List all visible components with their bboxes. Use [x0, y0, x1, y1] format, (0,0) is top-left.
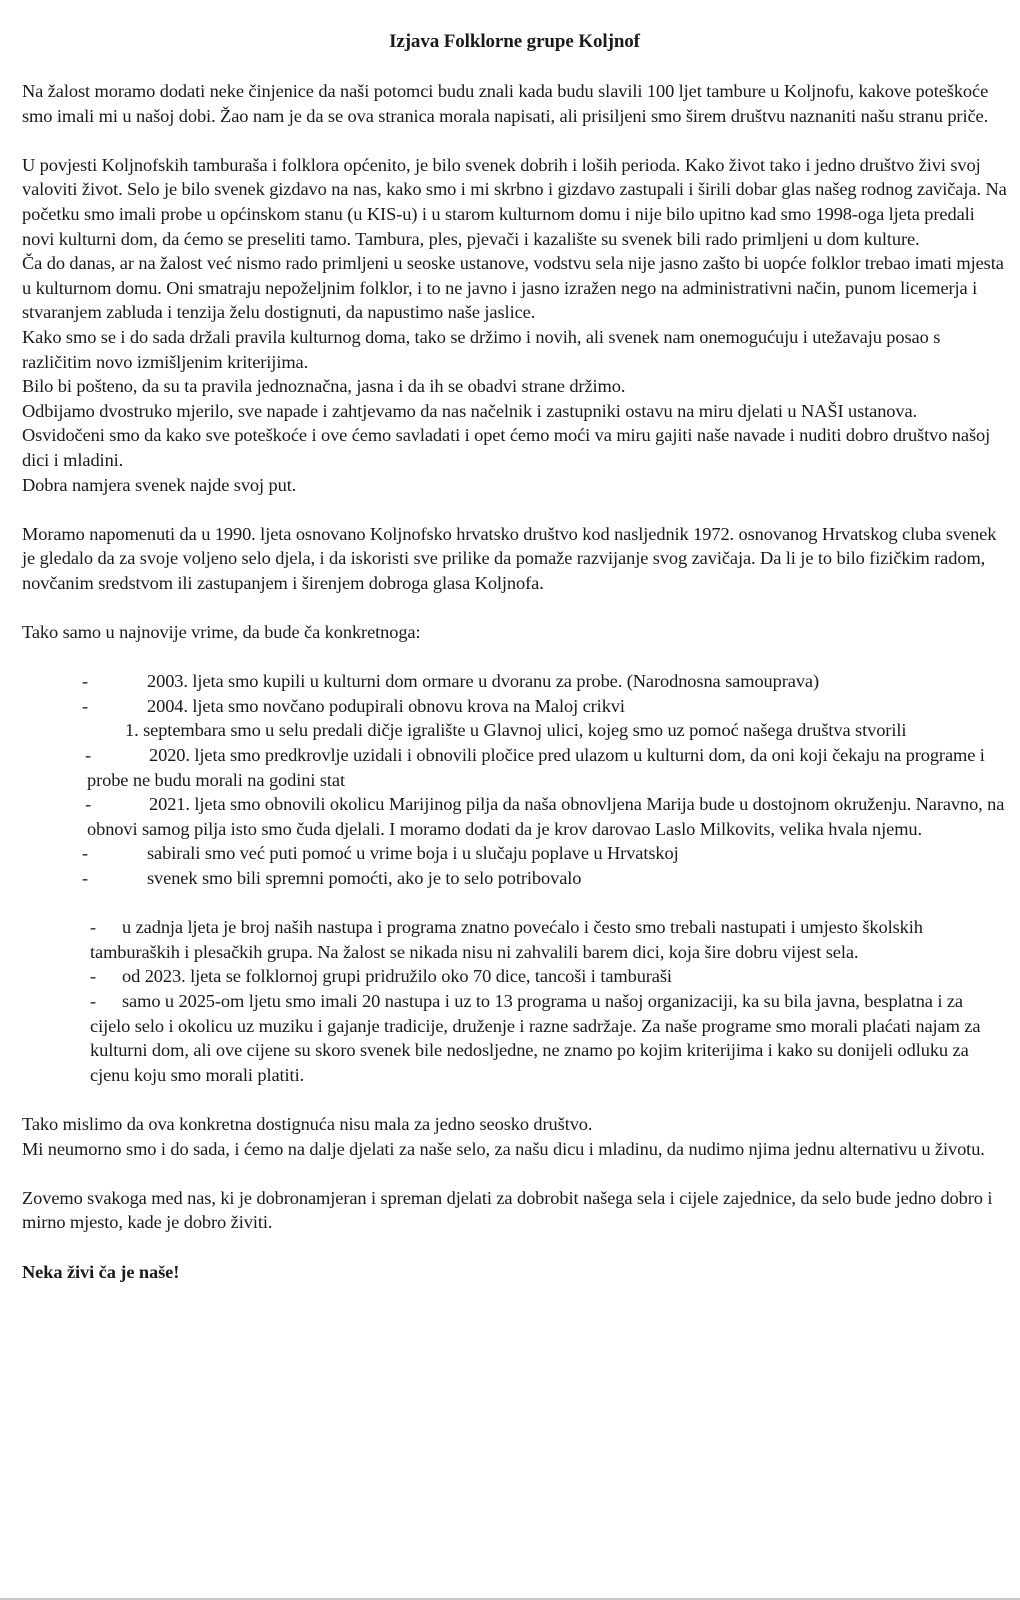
paragraph-spacer [22, 645, 1007, 670]
history-section [22, 153, 1007, 497]
dash-marker: - [90, 990, 97, 1011]
dash-marker: - [82, 843, 89, 864]
achievement-item [125, 718, 1007, 743]
achievement-item [82, 669, 1007, 694]
achievement-text: 2020. ljeta smo predkrovlje uzidali i obnovili pločice pred ulazom u kulturni dom, da oni koji čekaju na programe i probe ne budu morali na godini stat [87, 745, 985, 790]
dash-marker: - [85, 794, 92, 815]
recent-item-text: samo u 2025-om ljetu smo imali 20 nastupa i uz to 13 programa u našoj organizaciji, ka su bila javna, besplatna i za cijelo selo i okolicu uz muziku i gajanje tradicije, druženje i razne sadržaje. Za naše programe smo morali plaćati najam za kulturni dom, ali ove cijene su skoro svenek bile nedosljedne, ne znamo po kojim kriterijima i kako su donijeli odluku za cjenu koju smo morali platiti. [90, 990, 981, 1085]
dash-marker: - [90, 966, 97, 987]
paragraph-spacer [22, 1087, 1007, 1112]
history-paragraph: U povjesti Koljnofskih tamburaša i folklora općenito, je bilo svenek dobrih i loših perioda. Kako život tako i jedno društvo živi svoj valoviti život. Selo je bilo svenek gizdavo na nas, kako smo i mi skrbno i gizdavo zastupali i širili dobar glas našeg rodnog zavičaja. Na početku smo imali probe u općinskom stanu (u KIS-u) i u starom kulturnom domu i nije bilo upitno kad smo 1998-oga ljeta predali novi kulturni dom, da ćemo se preseliti tamo. Tambura, ples, pjevači i kazalište su svenek bili rado primljeni u dom kulture. [22, 154, 1007, 249]
paragraph-spacer [22, 1161, 1007, 1186]
recent-item-text: u zadnja ljeta je broj naših nastupa i programa znatno povećalo i često smo trebali nastupati i umjesto školskih tamburaških i plesačkih grupa. Na žalost se nikada nisu ni zahvalili barem dici, koja šire dobru vijest sela. [90, 917, 923, 962]
achievement-text: 2004. ljeta smo novčano podupirali obnovu krova na Maloj crikvi [147, 695, 625, 716]
achievements-list [22, 669, 1007, 890]
document-page [22, 30, 1007, 1284]
list-intro: Tako samo u najnovije vrime, da bude ča konkretnoga: [22, 622, 421, 643]
achievement-text: svenek smo bili spremni pomoćti, ako je to selo potribovalo [147, 868, 582, 888]
closing-slogan: Neka živi ča je naše! [22, 1261, 180, 1282]
recent-item-text: od 2023. ljeta se folklornoj grupi pridružilo oko 70 dice, tancoši i tamburaši [122, 966, 672, 987]
history-paragraph: Dobra namjera svenek najde svoj put. [22, 474, 297, 495]
dash-marker: - [82, 868, 89, 888]
achievement-text: 2021. ljeta smo obnovili okolicu Marijinog pilja da naša obnovljena Marija bude u dostojnom okruženju. Naravno, na obnovi samog pilja isto smo čuda djelali. I moramo dodati da je krov darovao Laslo Milkovits, velika hvala njemu. [87, 794, 1005, 839]
history-paragraph: Odbijamo dvostruko mjerilo, sve napade i zahtjevamo da nas načelnik i zastupniki ostavu na miru djelati u NAŠI ustanova. [22, 400, 918, 421]
invitation-paragraph: Zovemo svakoga med nas, ki je dobronamjeran i spreman djelati za dobrobit našega sela i cijele zajednice, da selo bude jedno dobro i mirno mjesto, kade je dobro živiti. [22, 1187, 993, 1233]
achievement-item [82, 866, 1007, 891]
intro-paragraph: Na žalost moramo dodati neke činjenice da naši potomci budu znali kada budu slavili 100 ljet tambure u Koljnofu, kakove poteškoće smo imali mi u našoj dobi. Žao nam je da se ova stranica morala napisati, ali prisiljeni smo širem društvu naznaniti našu stranu priče. [22, 81, 989, 126]
history-paragraph: Kako smo se i do sada držali pravila kulturnog doma, tako se držimo i novih, ali svenek nam onemogućuju i utežavaju posao s različitim novo izmišljenim kriterijima. [22, 326, 941, 372]
conclusion-paragraph: Mi neumorno smo i do sada, i ćemo na dalje djelati za naše selo, za našu dicu i mladinu, da nudimo njima jednu alternativu u životu. [22, 1138, 985, 1159]
dash-marker: - [82, 695, 89, 716]
paragraph-spacer [22, 595, 1007, 620]
document-title: Izjava Folklorne grupe Koljnof [389, 31, 640, 52]
recent-items-list [22, 915, 1007, 1087]
paragraph-spacer [22, 1235, 1007, 1260]
achievement-text: 2003. ljeta smo kupili u kulturni dom ormare u dvoranu za probe. (Narodnosna samouprava) [147, 671, 819, 692]
achievement-item [87, 743, 1007, 792]
recent-item [90, 964, 1007, 989]
conclusion-paragraph: Tako mislimo da ova konkretna dostignuća nisu mala za jedno seosko društvo. [22, 1113, 593, 1134]
society-paragraph: Moramo napomenuti da u 1990. ljeta osnovano Koljnofsko hrvatsko društvo kod nasljednik 1972. osnovanog Hrvatskog cluba svenek je gledalo da za svoje voljeno selo djela, i da iskoristi sve prilike da pomaže razvijanje svog zavičaja. Da li je to bilo fizičkim radom, novčanim sredstvom ili zastupanjem i širenjem dobroga glasa Koljnofa. [22, 523, 997, 593]
achievement-item [87, 792, 1007, 841]
recent-item [90, 989, 1007, 1087]
dash-marker: - [82, 671, 89, 692]
paragraph-spacer [22, 128, 1007, 153]
recent-item [90, 915, 1007, 964]
paragraph-spacer [22, 891, 1007, 916]
achievement-text: sabirali smo već puti pomoć u vrime boja i u slučaju poplave u Hrvatskoj [147, 843, 679, 864]
achievement-item [82, 841, 1007, 866]
history-paragraph: Bilo bi pošteno, da su ta pravila jednoznačna, jasna i da ih se obadvi strane držimo. [22, 376, 626, 397]
history-paragraph: Osvidočeni smo da kako sve poteškoće i ove ćemo savladati i opet ćemo moći va miru gajiti naše navade i nuditi dobro društvo našoj dici i mladini. [22, 425, 991, 470]
dash-marker: - [85, 745, 92, 766]
history-paragraph: Ča do danas, ar na žalost već nismo rado primljeni u seoske ustanove, vodstvu sela nije jasno zašto bi uopće folklor trebao imati mjesta u kulturnom domu. Oni smatraju nepoželjnim folklor, i to ne javno i jasno izražen nego na administrativni način, punom licemerja i stvaranjem zabluda i tenzija želu dostignuti, da napustimo naše jaslice. [22, 253, 1004, 323]
achievement-item [82, 694, 1007, 719]
dash-marker: - [90, 917, 97, 938]
achievement-text: 1. septembara smo u selu predali dičje igralište u Glavnoj ulici, kojeg smo uz pomoć našega društva stvorili [125, 720, 907, 741]
paragraph-spacer [22, 497, 1007, 522]
